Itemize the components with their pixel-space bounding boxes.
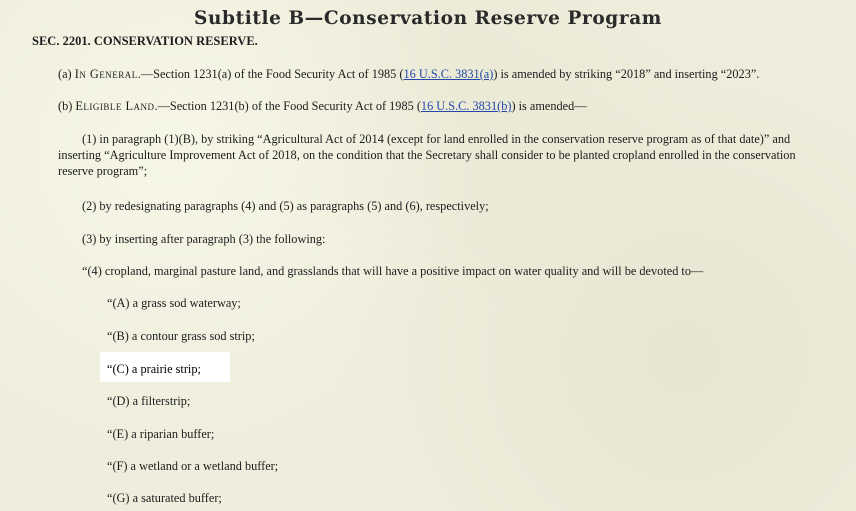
- paragraph-b-heading: Eligible Land: [75, 99, 155, 113]
- subitem-b: “(B) a contour grass sod strip;: [107, 329, 255, 343]
- page-title: Subtitle B—Conservation Reserve Program: [194, 8, 662, 29]
- paragraph-a-text-2: ) is amended by striking “2018” and inserting “2023”.: [493, 67, 760, 81]
- paragraph-a-label: (a): [58, 67, 72, 81]
- usc-3831a-link[interactable]: 16 U.S.C. 3831(a): [403, 67, 494, 81]
- subitem-g: “(G) a saturated buffer;: [107, 491, 222, 505]
- subitem-e: “(E) a riparian buffer;: [107, 427, 215, 441]
- paragraph-b-text-1: .—Section 1231(b) of the Food Security Act of 1985 (: [154, 99, 421, 113]
- paragraph-b: [58, 98, 587, 114]
- paragraph-b-label: (b): [58, 99, 73, 113]
- usc-3831b-link[interactable]: 16 U.S.C. 3831(b): [420, 99, 512, 113]
- item-1: (1) in paragraph (1)(B), by striking “Agricultural Act of 2014 (except for land enrolled in the conservation reserve program as of that date)” and inserting “Agriculture Improvement Act of 2018, on the condition that the Secretary shall consider to be planted cropland enrolled in the conservation reserve program”;: [58, 132, 796, 178]
- item-4: “(4) cropland, marginal pasture land, and grasslands that will have a positive impact on water quality and will be devoted to—: [82, 264, 704, 278]
- paragraph-a-heading: In General: [74, 67, 138, 81]
- subitem-d: “(D) a filterstrip;: [107, 394, 191, 408]
- paragraph-a: [58, 66, 759, 82]
- section-heading: SEC. 2201. CONSERVATION RESERVE.: [32, 34, 258, 48]
- subitem-c-highlighted: “(C) a prairie strip;: [107, 362, 201, 376]
- subitem-a: “(A) a grass sod waterway;: [107, 296, 241, 310]
- item-2: (2) by redesignating paragraphs (4) and (5) as paragraphs (5) and (6), respectively;: [82, 199, 489, 213]
- subitem-f: “(F) a wetland or a wetland buffer;: [107, 459, 279, 473]
- paragraph-b-text-2: ) is amended—: [511, 99, 587, 113]
- paragraph-a-text-1: .—Section 1231(a) of the Food Security Act of 1985 (: [137, 67, 404, 81]
- item-3: (3) by inserting after paragraph (3) the following:: [82, 232, 326, 246]
